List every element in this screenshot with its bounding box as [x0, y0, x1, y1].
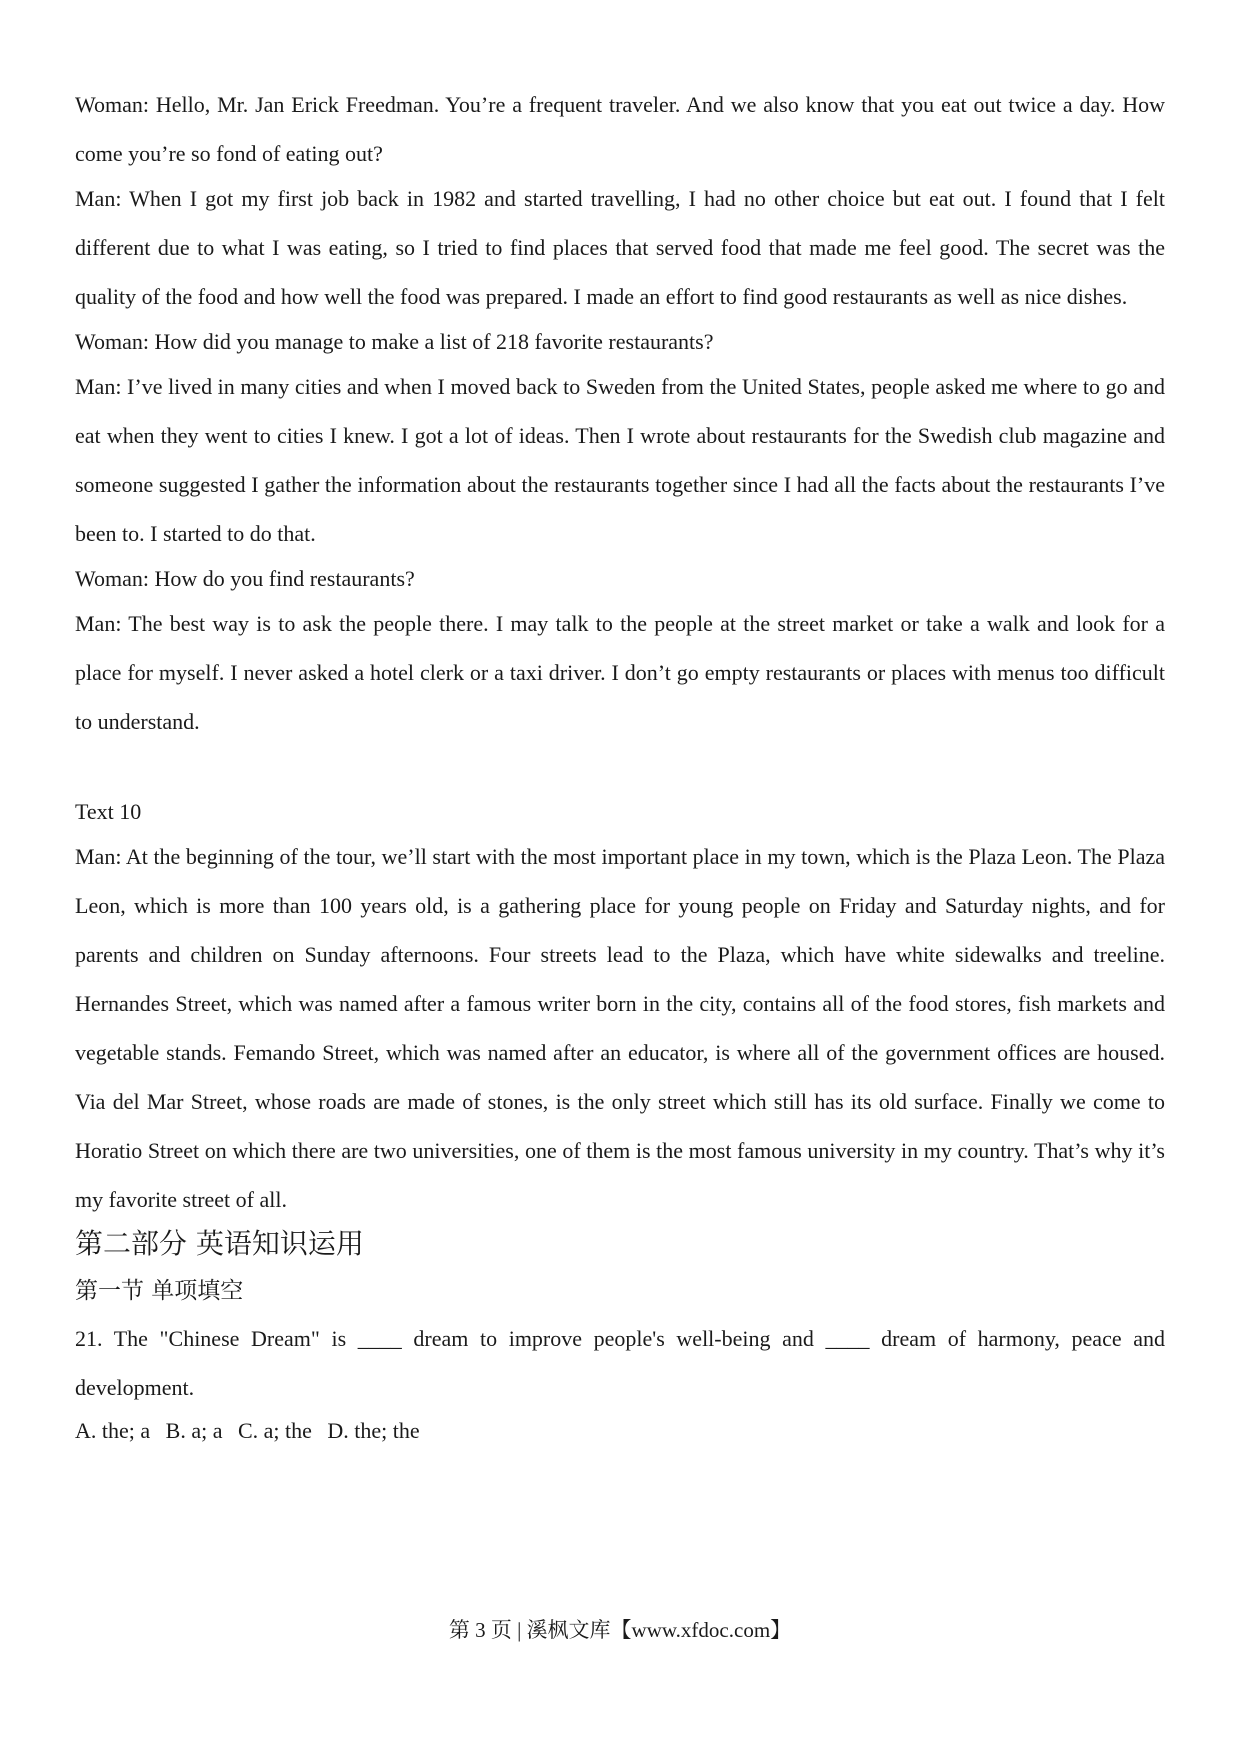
dialogue-line: Man: I’ve lived in many cities and when I moved back to Sweden from the United States, people asked me where to go and eat when they went to cities I knew. I got a lot of ideas. Then I wrote about restaurants for the Swedish club magazine and someone suggested I gather the information about the restaurants together since I had all the facts about the restaurants I’ve been to. I started to do that. — [75, 374, 1165, 546]
text-10-label: Text 10 — [75, 799, 142, 824]
dialogue-line: Man: The best way is to ask the people there. I may talk to the people at the street market or take a walk and look for a place for myself. I never asked a hotel clerk or a taxi driver. I don’t go empty restaurants or places with menus too difficult to understand. — [75, 611, 1165, 734]
dialogue-line: Man: When I got my first job back in 1982 and started travelling, I had no other choice but eat out. I found that I felt different due to what I was eating, so I tried to find places that served food that made me feel good. The secret was the quality of the food and how well the food was prepared. I made an effort to find good restaurants as well as nice dishes. — [75, 186, 1165, 309]
option-b: B. a; a — [165, 1418, 223, 1443]
option-c: C. a; the — [237, 1418, 312, 1443]
section-subtitle: 第一节 单项填空 — [75, 1278, 244, 1304]
part-title: 第二部分 英语知识运用 — [75, 1227, 364, 1260]
section-spacer — [75, 742, 1165, 792]
document-page — [75, 80, 1165, 1454]
text-10-body: Man: At the beginning of the tour, we’ll start with the most important place in my town, which is the Plaza Leon. The Plaza Leon, which is more than 100 years old, is a gathering place for young people on Friday and Saturday nights, and for parents and children on Sunday afternoons. Four streets lead to the Plaza, which have white sidewalks and treeline. Hernandes Street, which was named after a famous writer born in the city, contains all of the food stores, fish markets and vegetable stands. Femando Street, which was named after an educator, is where all of the government offices are housed. Via del Mar Street, whose roads are made of stones, is the only street which still has its old surface. Finally we come to Horatio Street on which there are two universities, one of them is the most famous university in my country. That’s why it’s my favorite street of all. — [75, 844, 1165, 1212]
dialogue-line: Woman: How did you manage to make a list of 218 favorite restaurants? — [75, 329, 714, 354]
option-d: D. the; the — [327, 1418, 420, 1443]
option-a: A. the; a — [75, 1418, 151, 1443]
dialogue-line: Woman: How do you find restaurants? — [75, 566, 415, 591]
page-footer: 第 3 页 | 溪枫文库【www.xfdoc.com】 — [448, 1618, 792, 1642]
question-21-stem: 21. The "Chinese Dream" is ____ dream to improve people's well-being and ____ dream of harmony, peace and development. — [75, 1326, 1165, 1400]
dialogue-line: Woman: Hello, Mr. Jan Erick Freedman. You’re a frequent traveler. And we also know that you eat out twice a day. How come you’re so fond of eating out? — [75, 92, 1165, 166]
question-21-options — [75, 1408, 1165, 1454]
